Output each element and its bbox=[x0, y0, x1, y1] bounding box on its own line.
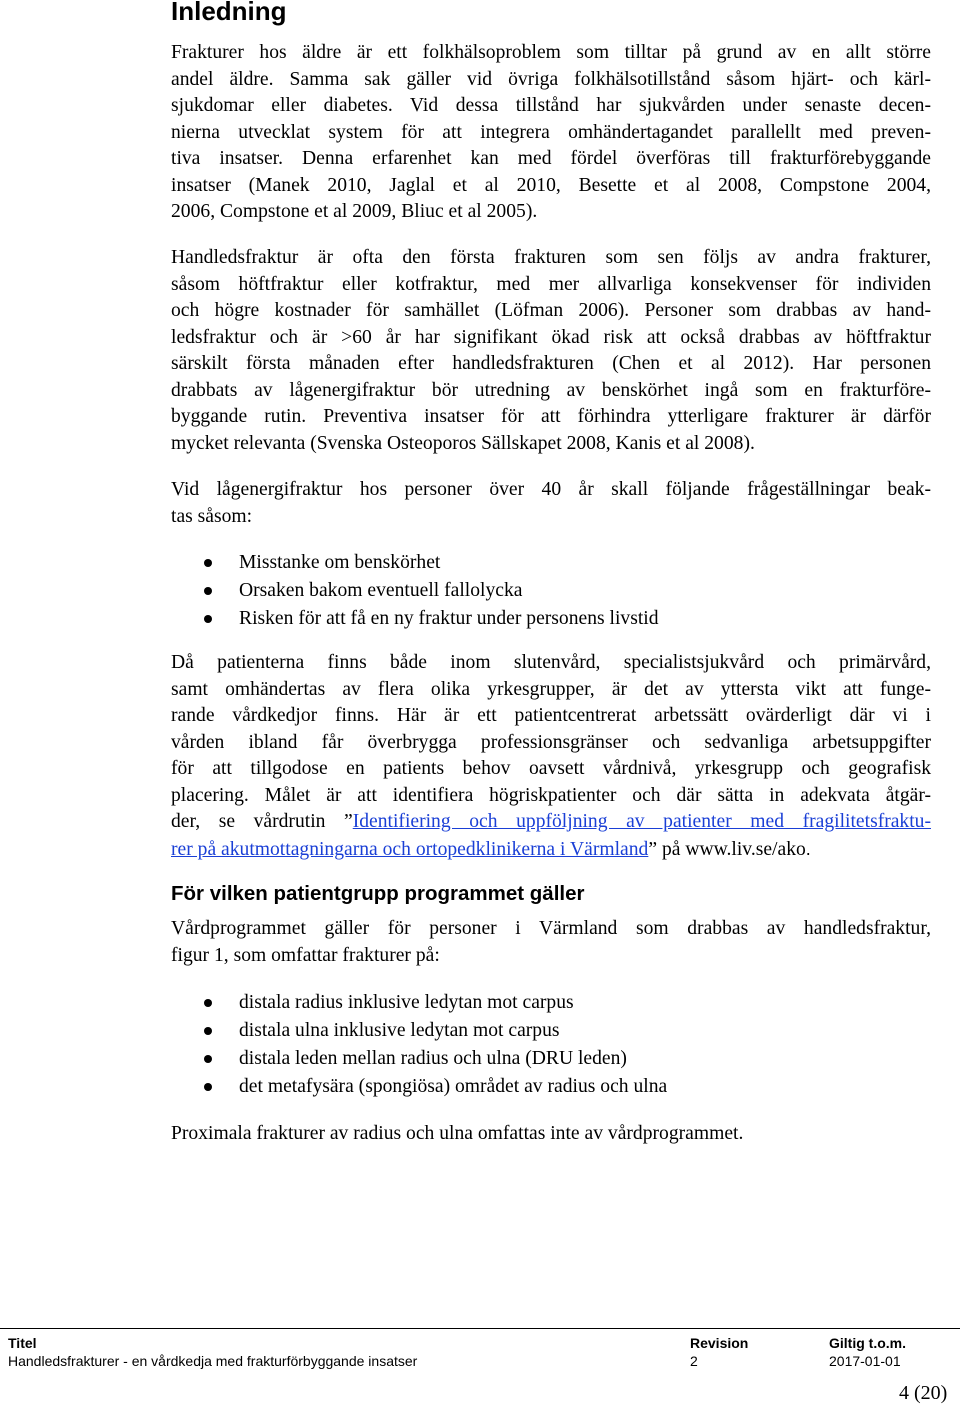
paragraph-care-chain bbox=[171, 650, 931, 863]
text-line: och högre kostnader för samhället (Löfman 2006). Personer som drabbas av hand- bbox=[171, 300, 931, 321]
paragraph-exclusion bbox=[171, 1121, 931, 1148]
text-line: rande vårdkedjor finns. Här är ett patientcentrerat arbetssätt ovärderligt där vi i bbox=[171, 705, 931, 726]
routine-link[interactable]: Identifiering och uppföljning av patienter med fragilitetsfraktu- bbox=[352, 811, 931, 832]
paragraph-intro bbox=[171, 40, 931, 226]
bullet-icon bbox=[204, 615, 212, 623]
footer-revision-label: Revision bbox=[690, 1335, 749, 1351]
text-line: Proximala frakturer av radius och ulna omfattas inte av vårdprogrammet. bbox=[171, 1123, 744, 1144]
text-line: ledsfraktur och är >60 år har signifikant ökad risk att också drabbas av höftfraktur bbox=[171, 326, 931, 348]
text-line: för att tillgodose en patients behov oavsett vårdnivå, yrkesgrupp och geografisk bbox=[171, 758, 931, 779]
text-line: Vårdprogrammet gäller för personer i Värmland som drabbas av handledsfraktur, bbox=[171, 918, 931, 939]
text-line: der, se vårdrutin ”Identifiering och uppföljning av patienter med fragilitetsfraktu- bbox=[171, 811, 931, 832]
bullet-icon bbox=[204, 1027, 212, 1035]
paragraph-questions bbox=[171, 477, 931, 530]
list-item: Misstanke om benskörhet bbox=[171, 549, 931, 577]
list-item: det metafysära (spongiösa) området av radius och ulna bbox=[171, 1073, 931, 1101]
bullet-icon bbox=[204, 999, 212, 1007]
list-item: distala radius inklusive ledytan mot carpus bbox=[171, 989, 931, 1017]
footer-revision-value: 2 bbox=[690, 1353, 698, 1369]
heading-inledning: Inledning bbox=[171, 0, 287, 26]
list-considerations bbox=[171, 549, 931, 633]
text-line: särskilt första månaden efter handledsfrakturen (Chen et al 2012). Har personen bbox=[171, 353, 931, 374]
list-item: distala ulna inklusive ledytan mot carpus bbox=[171, 1017, 931, 1045]
text-line: Då patienterna finns både inom slutenvård, specialistsjukvård och primärvård, bbox=[171, 652, 931, 673]
footer-valid-label: Giltig t.o.m. bbox=[829, 1335, 906, 1351]
footer-title-label: Titel bbox=[8, 1335, 37, 1351]
text-line: Handledsfraktur är ofta den första frakturen som sen följs av andra frakturer, bbox=[171, 247, 931, 268]
text-line: byggande rutin. Preventiva insatser för att förhindra ytterligare frakturer är därför bbox=[171, 406, 931, 427]
list-item: Orsaken bakom eventuell fallolycka bbox=[171, 577, 931, 605]
text-line: drabbats av lågenergifraktur bör utredning av benskörhet ingå som en frakturföre- bbox=[171, 379, 931, 401]
bullet-icon bbox=[204, 587, 212, 595]
footer-divider bbox=[0, 1328, 960, 1329]
text-line: placering. Målet är att identifiera högriskpatienter och där sätta in adekvata åtgär- bbox=[171, 784, 931, 806]
text-line: nierna utvecklat system för att integrera omhändertagandet parallellt med preven- bbox=[171, 121, 931, 143]
heading-patient-group: För vilken patientgrupp programmet gäller bbox=[171, 882, 585, 905]
bullet-icon bbox=[204, 1083, 212, 1091]
paragraph-handledsfraktur bbox=[171, 245, 931, 457]
footer-valid-value: 2017-01-01 bbox=[829, 1353, 901, 1369]
routine-link-continued[interactable]: rer på akutmottagningarna och ortopedklinikerna i Värmland bbox=[171, 838, 649, 860]
text-line: 2006, Compstone et al 2009, Bliuc et al 2005). bbox=[171, 201, 538, 222]
text-line: andel äldre. Samma sak gäller vid övriga folkhälsotillstånd såsom hjärt- och kärl- bbox=[171, 68, 931, 90]
text-line: samt omhändertas av flera olika yrkesgrupper, är det av yttersta vikt att funge- bbox=[171, 678, 931, 700]
text-line: mycket relevanta (Svenska Osteoporos Sällskapet 2008, Kanis et al 2008). bbox=[171, 432, 755, 454]
text-line: insatser (Manek 2010, Jaglal et al 2010, Besette et al 2008, Compstone 2004, bbox=[171, 174, 931, 196]
list-fracture-types bbox=[171, 989, 931, 1101]
bullet-icon bbox=[204, 559, 212, 567]
page-number: 4 (20) bbox=[899, 1382, 948, 1404]
text-line: tas såsom: bbox=[171, 505, 253, 527]
text-line: Vid lågenergifraktur hos personer över 40 år skall följande frågeställningar beak- bbox=[171, 479, 931, 500]
text-line: Frakturer hos äldre är ett folkhälsoproblem som tilltar på grund av en allt större bbox=[171, 42, 931, 63]
text-line: rer på akutmottagningarna och ortopedklinikerna i Värmland” på www.liv.se/ako. bbox=[171, 838, 811, 860]
paragraph-scope bbox=[171, 916, 931, 969]
text-line: såsom höftfraktur eller kotfraktur, med mer allvarliga konsekvenser för individen bbox=[171, 273, 931, 295]
text-line: sjukdomar eller diabetes. Vid dessa tillstånd har sjukvården under senaste decen- bbox=[171, 95, 931, 116]
list-item: Risken för att få en ny fraktur under personens livstid bbox=[171, 605, 931, 633]
list-item: distala leden mellan radius och ulna (DRU leden) bbox=[171, 1045, 931, 1073]
footer-title-value: Handledsfrakturer - en vårdkedja med frakturförbyggande insatser bbox=[8, 1353, 418, 1369]
bullet-icon bbox=[204, 1055, 212, 1063]
text-line: figur 1, som omfattar frakturer på: bbox=[171, 944, 440, 966]
text-line: vården ibland får överbrygga professionsgränser och sedvanliga arbetsuppgifter bbox=[171, 731, 931, 753]
text-line: tiva insatser. Denna erfarenhet kan med fördel överföras till frakturförebyggande bbox=[171, 148, 931, 169]
